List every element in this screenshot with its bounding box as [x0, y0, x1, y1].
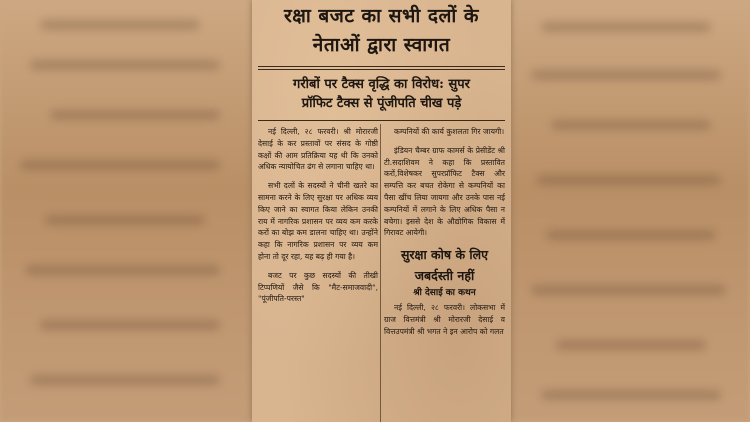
headline-line-2: नेताओं द्वारा स्वागत: [312, 34, 451, 56]
sub-article-byline: श्री देसाई का कथन: [413, 288, 476, 299]
subheadline-divider: [258, 120, 505, 121]
left-paragraph: नई दिल्ली, २८ फरवरी। श्री मोरारजी देसाई के कर प्रस्तावों पर संसद के गोष्ठी कक्षों की आम प्रतिक्रिया यह थी कि उनको अधिक न्यायोचित ढंग से लगाना चाहिए था।: [258, 127, 378, 172]
subheadline-line-1: गरीबों पर टैक्स वृद्धि का विरोध: सुपर: [293, 77, 470, 92]
headline-divider: [258, 66, 505, 67]
subheadline-line-2: प्रॉफिट टैक्स से पूंजीपति चीख पड़े: [301, 96, 462, 111]
sub-article-headline-2: जबर्दस्ती नहीं: [414, 268, 475, 284]
left-paragraph: सभी दलों के सदस्यों ने चीनी खतरे का सामना करने के लिए सुरक्षा पर अधिक व्यय किए जाने का स्वागत किया लेकिन उनकी राय में नागरिक प्रशासन पर व्यय कम करके करों का बोझ कम डालना चाहिए था। उन्होंने कहा कि नागरिक प्रशासन पर व्यय कम होना तो दूर रहा, यह बढ़ ही गया है।: [258, 181, 378, 261]
blurred-background-left: [0, 0, 252, 422]
newspaper-clipping: [252, 0, 511, 422]
right-paragraph: इंडियन चैम्बर ग्राफ कामर्स के प्रेसीडेंट श्री टी.सदाशिवम ने कहा कि प्रस्तावित करों,विशेषकर सुपरप्रॉफिट टैक्स और सम्पत्ति कर बचत रोकेगा से कम्पनियों का पैसा खींच लिया जायगा और उनके पास नई कम्पनियों में लगाने के लिए अधिक पैसा न बचेगा। इससे देश के औद्योगिक विकास में गिरावट आयेगी।: [384, 145, 505, 238]
left-article-column: [258, 126, 378, 312]
column-divider: [380, 124, 381, 422]
sub-article-headline-1: सुरक्षा कोष के लिए: [400, 247, 489, 263]
right-paragraph: कम्पनियों की कार्य कुशलता गिर जायगी।: [394, 127, 505, 136]
sub-article-paragraph: नई दिल्ली, २८ फरवरी। लोकसभा में ग्राज वित्तमंत्री श्री मोरारजी देसाई व वित्तउपमंत्री श्री भगत ने इन आरोप को गलत: [384, 303, 505, 336]
right-article-column: [384, 126, 505, 345]
headline-line-1: रक्षा बजट का सभी दलों के: [283, 5, 480, 27]
blurred-background-right: [511, 0, 750, 422]
headline-divider-secondary: [258, 69, 505, 70]
left-paragraph: बजट पर कुछ सदस्यों की तीखी टिप्पणियों जैसे कि "मैट-समाजवादी", "पूंजीपति-परस्त": [258, 270, 378, 304]
